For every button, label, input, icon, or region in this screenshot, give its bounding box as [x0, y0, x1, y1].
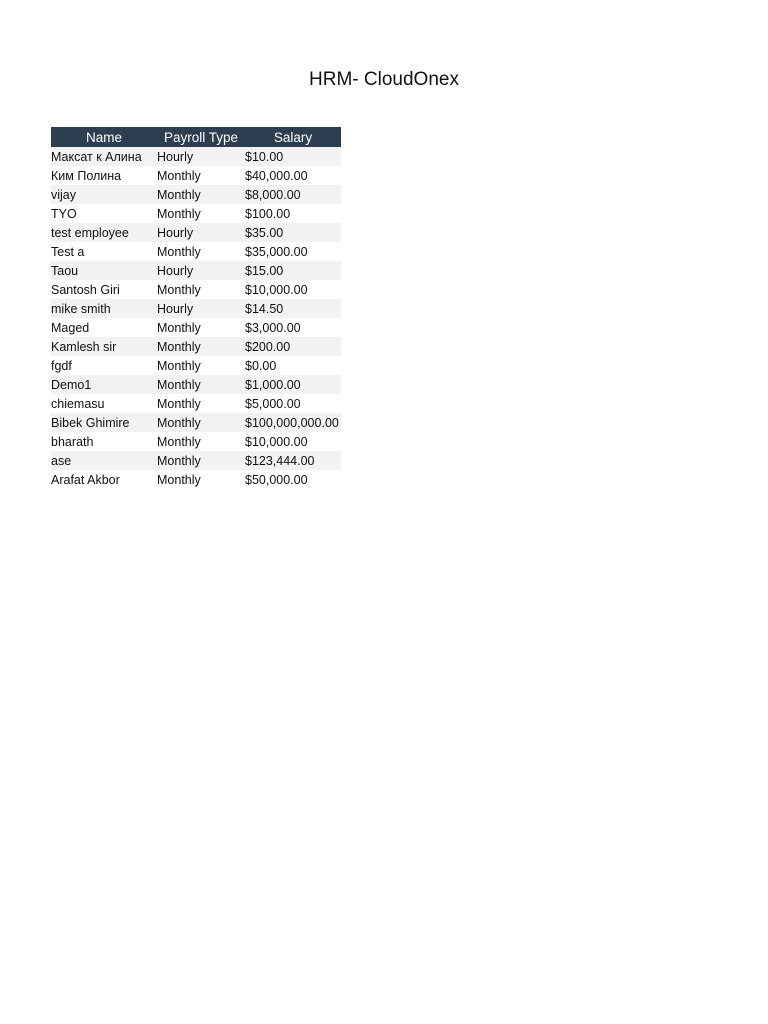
cell-salary: $35.00: [245, 223, 341, 242]
cell-salary: $50,000.00: [245, 472, 308, 487]
cell-salary: $8,000.00: [245, 185, 341, 204]
cell-payroll-type: Monthly: [157, 185, 245, 204]
cell-name: chiemasu: [51, 396, 105, 411]
table-row: [51, 432, 341, 451]
cell-name: bharath: [51, 434, 94, 449]
cell-name: fgdf: [51, 358, 72, 373]
cell-name: ase: [51, 451, 157, 470]
cell-payroll-type: Hourly: [157, 223, 245, 242]
table-row: [51, 204, 341, 223]
cell-payroll-type: Monthly: [157, 282, 201, 297]
cell-name: vijay: [51, 185, 157, 204]
cell-payroll-type: Monthly: [157, 320, 201, 335]
table-row: [51, 280, 341, 299]
cell-payroll-type: Monthly: [157, 413, 245, 432]
table-row: [51, 185, 341, 204]
table-header-row: [51, 127, 341, 147]
table-header: [51, 127, 341, 147]
cell-salary: $5,000.00: [245, 396, 301, 411]
cell-name: Demo1: [51, 375, 157, 394]
cell-salary: $123,444.00: [245, 451, 341, 470]
table-row: [51, 242, 341, 261]
column-header-salary: Salary: [245, 127, 341, 147]
cell-name: Santosh Giri: [51, 282, 120, 297]
cell-salary: $100,000,000.00: [245, 413, 341, 432]
table-row: [51, 318, 341, 337]
cell-payroll-type: Monthly: [157, 358, 201, 373]
cell-salary: $10,000.00: [245, 434, 308, 449]
cell-payroll-type: Monthly: [157, 434, 201, 449]
cell-name: Arafat Akbor: [51, 472, 120, 487]
cell-payroll-type: Hourly: [157, 299, 245, 318]
cell-salary: $35,000.00: [245, 244, 308, 259]
cell-payroll-type: Monthly: [157, 244, 201, 259]
column-header-payroll-type: Payroll Type: [157, 127, 245, 147]
cell-payroll-type: Monthly: [157, 451, 245, 470]
table-row: [51, 166, 341, 185]
cell-salary: $0.00: [245, 358, 277, 373]
table-row: [51, 223, 341, 242]
cell-payroll-type: Hourly: [157, 261, 245, 280]
table-row: [51, 375, 341, 394]
column-header-name: Name: [51, 127, 157, 147]
cell-name: mike smith: [51, 299, 157, 318]
cell-name: Bibek Ghimire: [51, 413, 157, 432]
cell-salary: $200.00: [245, 337, 341, 356]
table-row: [51, 147, 341, 166]
table-row: [51, 261, 341, 280]
cell-salary: $10,000.00: [245, 282, 308, 297]
cell-name: Kamlesh sir: [51, 337, 157, 356]
salary-table: [51, 127, 341, 489]
cell-payroll-type: Monthly: [157, 375, 245, 394]
cell-salary: $100.00: [245, 206, 291, 221]
table-body: [51, 147, 341, 489]
cell-salary: $3,000.00: [245, 320, 301, 335]
cell-salary: $10.00: [245, 147, 341, 166]
cell-name: Maged: [51, 320, 90, 335]
table-row: [51, 299, 341, 318]
cell-salary: $1,000.00: [245, 375, 341, 394]
cell-payroll-type: Monthly: [157, 472, 201, 487]
page-title: HRM- CloudOnex: [309, 69, 459, 90]
cell-salary: $40,000.00: [245, 168, 308, 183]
cell-payroll-type: Monthly: [157, 168, 201, 183]
cell-payroll-type: Hourly: [157, 147, 245, 166]
cell-payroll-type: Monthly: [157, 206, 201, 221]
table-row: [51, 337, 341, 356]
cell-salary: $15.00: [245, 261, 341, 280]
cell-name: Test a: [51, 244, 85, 259]
cell-name: test employee: [51, 223, 157, 242]
cell-payroll-type: Monthly: [157, 337, 245, 356]
cell-name: Максат к Алина: [51, 147, 157, 166]
table-row: [51, 451, 341, 470]
table-row: [51, 413, 341, 432]
table-row: [51, 394, 341, 413]
cell-name: Ким Полина: [51, 168, 122, 183]
table-row: [51, 356, 341, 375]
cell-payroll-type: Monthly: [157, 396, 201, 411]
cell-name: TYO: [51, 206, 77, 221]
cell-name: Taou: [51, 261, 157, 280]
table-row: [51, 470, 341, 489]
cell-salary: $14.50: [245, 299, 341, 318]
